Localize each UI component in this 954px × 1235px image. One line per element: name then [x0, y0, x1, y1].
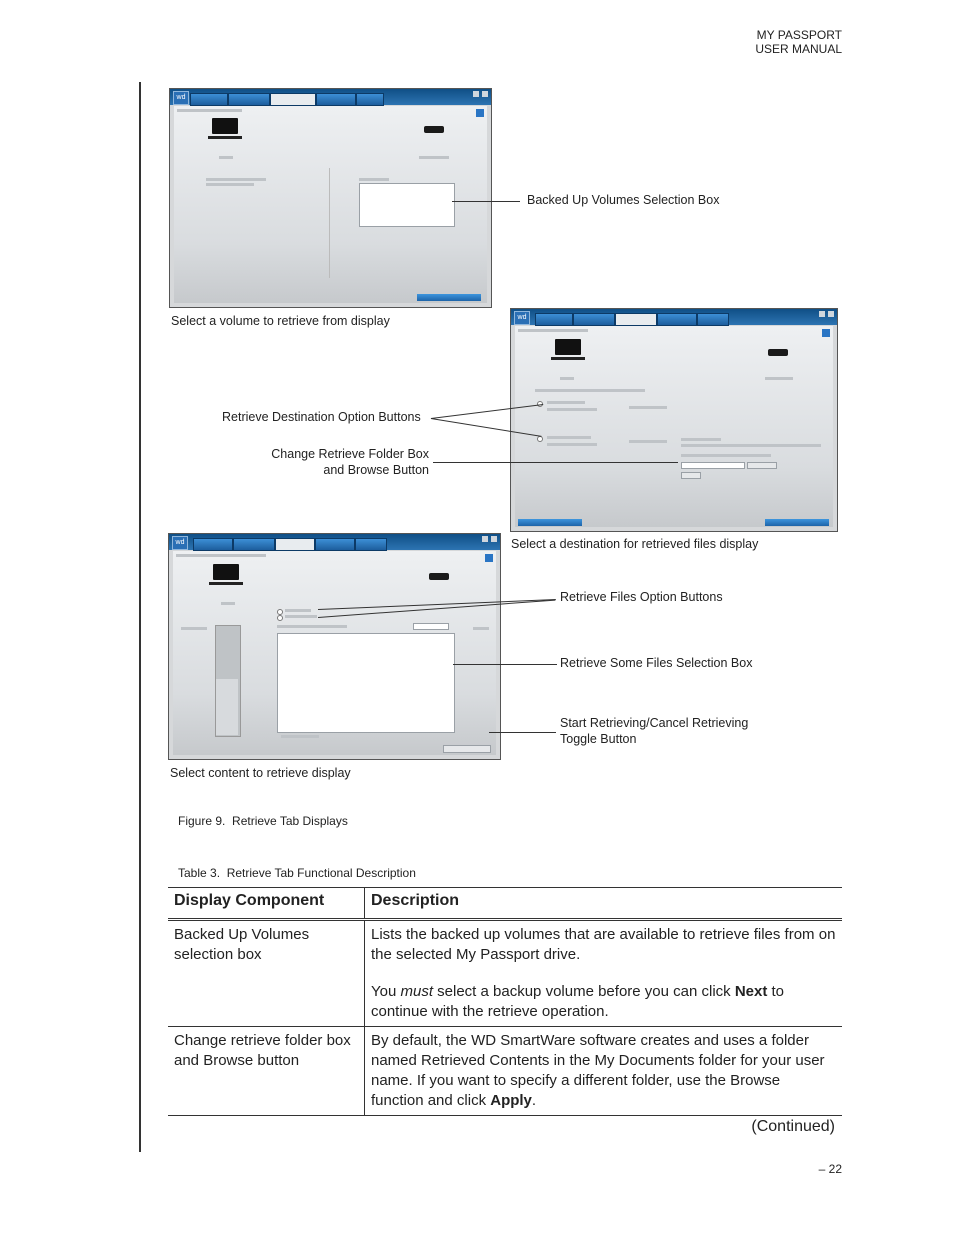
table-caption: Table 3. Retrieve Tab Functional Description [178, 866, 416, 880]
callout-folder-box-1: Change Retrieve Folder Box [271, 447, 429, 461]
callout-toggle-2: Toggle Button [560, 732, 637, 746]
header-component: Display Component [168, 888, 365, 920]
figure-caption: Figure 9. Retrieve Tab Displays [178, 814, 348, 828]
header-description: Description [365, 888, 843, 920]
computer-icon [212, 118, 238, 134]
callout-backed-up-volumes: Backed Up Volumes Selection Box [527, 193, 720, 207]
row2-description: By default, the WD SmartWare software creates and uses a folder named Retrieved Contents in the My Documents folder for your user name. If you want to specify a different folder, use the Browse function and click Apply. [365, 1027, 843, 1116]
table-header-row [168, 888, 842, 920]
running-header [755, 28, 842, 56]
callout-toggle-1: Start Retrieving/Cancel Retrieving [560, 716, 749, 730]
computer-icon [213, 564, 239, 580]
callout-destination-options: Retrieve Destination Option Buttons [222, 410, 421, 424]
row1-description: Lists the backed up volumes that are available to retrieve files from on the selected My Passport drive. You must select a backup volume before you can click Next to continue with the retrieve operation. [365, 920, 843, 1027]
change-bar [139, 82, 141, 1152]
screenshot-select-volume [169, 88, 492, 308]
help-icon [822, 329, 830, 337]
help-icon [485, 554, 493, 562]
page-number: – 22 [818, 1162, 842, 1176]
screenshot-select-content [168, 533, 501, 760]
table-row [168, 1027, 842, 1116]
row1-component: Backed Up Volumes selection box [168, 920, 365, 1027]
callout-folder-box-2: and Browse Button [323, 463, 429, 477]
header-line-2: USER MANUAL [755, 42, 842, 56]
wd-logo-icon: wd [172, 536, 188, 550]
callout-files-option: Retrieve Files Option Buttons [560, 590, 723, 604]
wd-logo-icon: wd [514, 311, 530, 325]
callout-some-files: Retrieve Some Files Selection Box [560, 656, 753, 670]
header-line-1: MY PASSPORT [756, 28, 842, 42]
screenshot-select-destination [510, 308, 838, 532]
caption-destination: Select a destination for retrieved files display [511, 537, 759, 551]
drive-icon [768, 349, 788, 356]
table-row [168, 920, 842, 1027]
caption-volume: Select a volume to retrieve from display [171, 314, 390, 328]
help-icon [476, 109, 484, 117]
continued-label: (Continued) [751, 1118, 835, 1135]
caption-content: Select content to retrieve display [170, 766, 351, 780]
row2-component: Change retrieve folder box and Browse button [168, 1027, 365, 1116]
drive-icon [424, 126, 444, 133]
drive-icon [429, 573, 449, 580]
retrieve-tab-table [168, 887, 842, 1116]
computer-icon [555, 339, 581, 355]
wd-logo-icon: wd [173, 91, 189, 105]
